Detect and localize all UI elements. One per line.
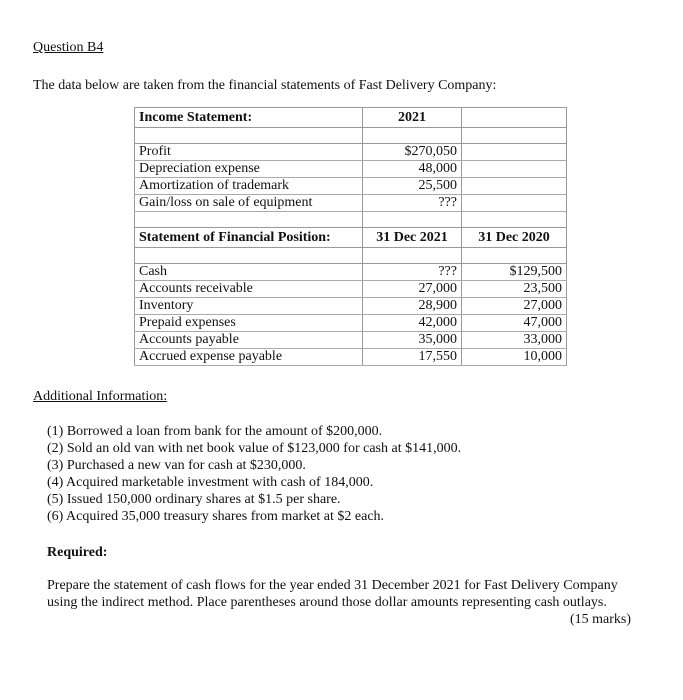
table-row: Accounts receivable 27,000 23,500 [135, 281, 567, 298]
required-heading: Required: [47, 545, 108, 560]
sfp-header: Statement of Financial Position: [135, 228, 363, 248]
financial-data-table [134, 107, 567, 366]
additional-list [47, 423, 461, 525]
intro-text: The data below are taken from the financial statements of Fast Delivery Company: [33, 78, 497, 93]
list-item: (4) Acquired marketable investment with cash of 184,000. [47, 475, 374, 490]
sfp-col2: 31 Dec 2020 [462, 228, 567, 248]
income-header: Income Statement: [135, 108, 363, 128]
additional-heading: Additional Information: [33, 389, 168, 404]
table-row: Amortization of trademark 25,500 [135, 178, 567, 195]
table-row: Inventory 28,900 27,000 [135, 298, 567, 315]
table-row: Depreciation expense 48,000 [135, 161, 567, 178]
list-item: (5) Issued 150,000 ordinary shares at $1.5 per share. [47, 492, 341, 507]
table-row: Prepaid expenses 42,000 47,000 [135, 315, 567, 332]
list-item: (3) Purchased a new van for cash at $230,000. [47, 458, 306, 473]
question-title: Question B4 [33, 40, 104, 55]
list-item: (6) Acquired 35,000 treasury shares from market at $2 each. [47, 509, 385, 524]
list-item: (1) Borrowed a loan from bank for the amount of $200,000. [47, 424, 383, 439]
marks: (15 marks) [569, 612, 631, 627]
table-row: Cash ??? $129,500 [135, 264, 567, 281]
table-row: Accounts payable 35,000 33,000 [135, 332, 567, 349]
table-row: Gain/loss on sale of equipment ??? [135, 195, 567, 212]
required-line1: Prepare the statement of cash flows for the year ended 31 December 2021 for Fast Delivery Company [47, 578, 618, 593]
table-row: Profit $270,050 [135, 144, 567, 161]
list-item: (2) Sold an old van with net book value of $123,000 for cash at $141,000. [47, 441, 462, 456]
table-row: Accrued expense payable 17,550 10,000 [135, 349, 567, 366]
sfp-col1: 31 Dec 2021 [363, 228, 462, 248]
income-col: 2021 [363, 108, 462, 128]
required-line2: using the indirect method. Place parentheses around those dollar amounts representing cash outlays. [47, 595, 607, 610]
